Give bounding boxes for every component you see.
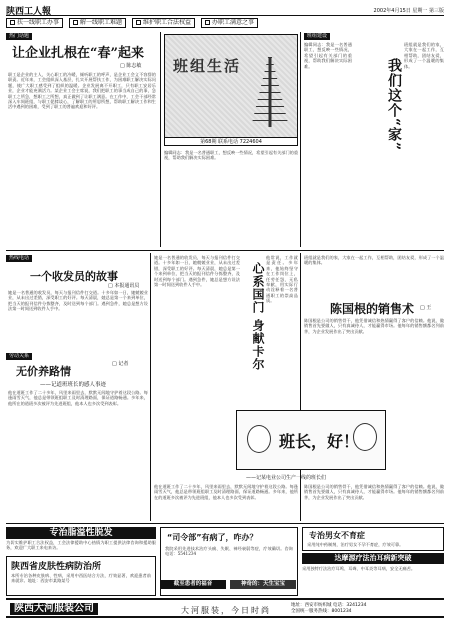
cartoon-caption: 班长，好！ — [279, 432, 360, 451]
square-icon — [136, 20, 141, 25]
ad-baby: 神奇的：天生宝宝 — [230, 580, 296, 589]
vertical-headline: 心系国门 身献卡尔 — [251, 262, 265, 372]
photo-calligraphy: 班组生活 — [173, 57, 242, 75]
ad-command-body: 我院采用先进技术治疗头痛、失眠、神经衰弱等症，疗效确切。咨询电话：5541234 — [165, 546, 293, 557]
main-byline: □ 陈志敏 — [120, 63, 142, 69]
right-lower-body: 陈国根是公司的销售骨干，他凭借诚信和热情赢得了客户的信赖。他说，做销售首先要做人，只有真诚待人，才能赢得市场。他每年的销售额都名列前茅，为企业发展作出了突出贡献。 — [304, 484, 444, 500]
topic-2: 解一线职工难题 — [69, 18, 126, 28]
bottom-advertisement — [6, 598, 444, 618]
family-sidebar-text: 编辑同志：我是一名普通职工，想反映一些情况，希望引起有关部门的重视，帮助我们解决实际困难。 — [304, 42, 352, 69]
column-rule — [160, 32, 161, 247]
ad-ear-body: 采用独特疗法治疗耳鸣、耳聋、中耳炎等耳病，安全无痛苦。 — [302, 566, 416, 571]
topic-bar — [6, 18, 444, 28]
ad-skin-clinic — [6, 556, 156, 596]
section-tag: 班组建设 — [304, 33, 330, 40]
brand-name: 陕西大河服装公司 — [10, 603, 98, 615]
sales-headline: 陈国根的销售术 — [330, 302, 415, 316]
column-rule — [300, 32, 301, 247]
tower-illustration — [251, 57, 289, 127]
section-tag: 劳动关系 — [6, 353, 32, 360]
family-body: 班组就是我们的家，大家在一起工作，互相帮助，团结友爱，形成了一个温暖的集体。 — [404, 42, 444, 69]
sales-body: 陈国根是公司的销售骨干，他凭借诚信和热情赢得了客户的信赖。他说，做销售首先要做人，只有真诚待人，才能赢得市场。他每年的销售额都名列前茅，为企业发展作出了突出贡献。 — [304, 318, 444, 334]
ad-command-title: “司令部”有病了，咋办？ — [167, 533, 258, 542]
column-rule — [150, 253, 151, 521]
road-subtitle: ——记道班班长的感人事迹 — [40, 382, 107, 388]
ad-ear-treatment: 达摩源疗法治耳病新突破 — [302, 553, 444, 564]
section-tag: 热线电话 — [6, 255, 32, 262]
topic-3: 维护职工合法权益 — [132, 18, 195, 28]
ad-skin-title: 陕西省皮肤性病防治所 — [11, 562, 102, 572]
main-article-body: 职工是企业的主人，关心职工的冷暖，倾听职工的呼声，是企业工会义不容辞的职责。近年来，工会组织深入基层，扎实开展帮扶工作，为困难职工解决实际问题，使广大职工感受到了组织的温暖。企业发展离不开职工，只有职工安居乐业，企业才能充满活力。某企业工会主席说，我们把职工的事当成自己的事，急职工之所急，想职工之所想，真正做到了让职工满意。在工作中，工会干部经常深入车间班组，与职工促膝谈心，了解职工的所思所想，帮助职工解决工作和生活中遇到的困难，受到了职工的普遍欢迎和好评。 — [8, 72, 156, 110]
cartoon-credit: ——记某电业公司生产一线的班长们 — [246, 475, 327, 481]
masthead — [6, 4, 444, 16]
square-icon — [205, 20, 210, 25]
center-lower-body: 他在道班工作了二十多年，风里来雨里去，默默无闻地守护着这段公路。每逢雨雪天气，他总是带领班组职工及时清理路面，保证道路畅通。多年来，他所在的道班多次被评为先进班组，他本人也多次受到表彰。 — [154, 484, 298, 500]
photo-caption: 第68期 联系电话 7224604 — [165, 137, 297, 145]
ad-fertility-title: 专治男女不育症 — [309, 531, 365, 540]
newspaper-logo: 陕西工人報 — [6, 7, 52, 17]
cartoon-face — [247, 425, 271, 453]
ad-patient: 截至患者的福音 — [160, 580, 226, 589]
brand-address — [291, 603, 366, 615]
topic-1: 扶一线职工办事 — [6, 18, 63, 28]
story-headline: 一个收发员的故事 — [30, 270, 118, 283]
note-body: 编辑同志：我是一名普通职工，想反映一些情况，希望引起有关部门的重视，帮助我们解决实际困难。 — [164, 150, 298, 161]
middle-body: 她是一名普通的收发员，每天与报刊信件打交道。十多年如一日，她兢兢业业，从未出过差错，深受职工的好评。每天清晨，她总是第一个来到单位，把当天的报刊信件分拣整齐，及时送到每个部门。遇到急件，她总是想方设法第一时间送到收件人手中。 — [154, 255, 240, 288]
ad-bottom-left: 为切实维护职工合法权益，工会法律援助中心热情为职工提供法律咨询和援助服务，欢迎广大职工来电来访。 — [6, 540, 156, 551]
square-icon — [73, 20, 78, 25]
photo-block — [164, 34, 298, 146]
vertical-body: 他常说，工作就是责任。多年来，他始终坚守在工作岗位上，任劳任怨，无私奉献，用实际行动诠释着一名普通职工的崇高品质。 — [266, 255, 298, 304]
address-line: 地址：西安市纺织城 电话：3241234 — [291, 603, 367, 608]
right-upper-body: 班组就是我们的家，大家在一起工作，互相帮助，团结友爱，形成了一个温暖的集体。 — [304, 255, 444, 266]
ad-skin-body: 本所专治各种皮肤病、性病，采用中西医结合方法，疗效显著，欢迎患者前来就诊。地址：西安市某路某号 — [11, 573, 151, 584]
section-tag: 热门话题 — [6, 33, 32, 40]
road-headline: 无价养路情 — [16, 365, 71, 378]
main-headline: 让企业扎根在“春”起来 — [12, 46, 144, 61]
family-title: 我们这个“家” — [386, 58, 402, 152]
brand-slogan: 大河服装，今日时尚 — [181, 606, 271, 615]
road-byline: □ 记者 — [112, 361, 129, 367]
story-byline: □ 本报通讯员 — [108, 283, 140, 289]
ad-fertility — [302, 527, 444, 551]
topic-4: 办职工满意之事 — [201, 18, 258, 28]
cartoon-panel — [236, 410, 386, 470]
section-rule — [6, 523, 444, 524]
sales-byline: □ 王 — [420, 305, 432, 311]
story-body: 她是一名普通的收发员，每天与报刊信件打交道。十多年如一日，她兢兢业业，从未出过差错，深受职工的好评。每天清晨，她总是第一个来到单位，把当天的报刊信件分拣整齐，及时送到每个部门。遇到急件，她总是想方设法第一时间送到收件人手中。 — [8, 290, 148, 312]
ad-hair-loss: 专治脂溢性脱发 — [6, 527, 156, 539]
section-rule — [6, 250, 444, 251]
square-icon — [10, 20, 15, 25]
issue-date: 2002年4月15日 星期一 第三版 — [373, 8, 444, 14]
road-body: 他在道班工作了二十多年，风里来雨里去，默默无闻地守护着这段公路。每逢雨雪天气，他总是带领班组职工及时清理路面，保证道路畅通。多年来，他所在的道班多次被评为先进班组，他本人也多次受到表彰。 — [8, 390, 148, 406]
address-line: 全国统一服务热线：8001234 — [291, 609, 352, 614]
ad-fertility-body: 采用纯中药制剂，治疗男女不孕不育症，疗效可靠。 — [307, 542, 404, 547]
